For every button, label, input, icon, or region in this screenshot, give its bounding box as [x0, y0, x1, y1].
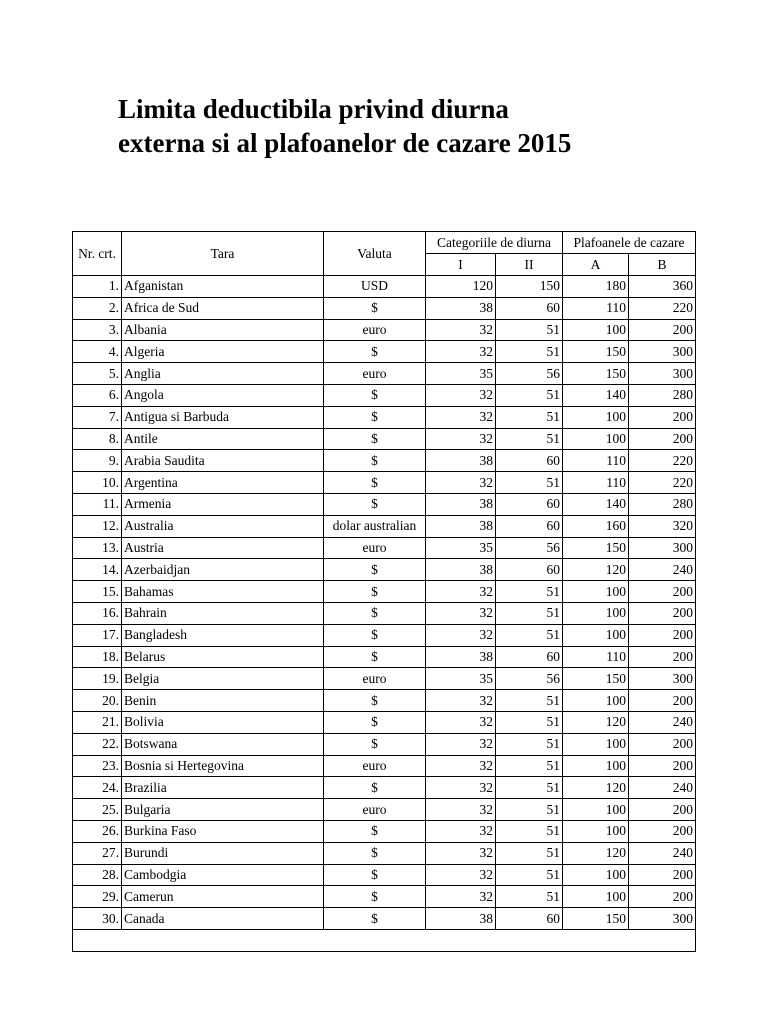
cell-nr: 17.	[73, 624, 122, 646]
cell-plaf-b: 200	[629, 319, 696, 341]
cell-tara: Botswana	[122, 733, 324, 755]
cell-plaf-a: 180	[563, 276, 629, 298]
cell-cat-ii: 60	[496, 646, 563, 668]
cell-tara: Bulgaria	[122, 799, 324, 821]
cell-plaf-a: 150	[563, 537, 629, 559]
cell-nr: 27.	[73, 842, 122, 864]
spacer-cell	[73, 929, 122, 951]
cell-cat-i: 32	[426, 733, 496, 755]
cell-tara: Benin	[122, 690, 324, 712]
cell-cat-i: 32	[426, 842, 496, 864]
cell-plaf-a: 110	[563, 297, 629, 319]
cell-cat-ii: 51	[496, 341, 563, 363]
cell-cat-ii: 51	[496, 777, 563, 799]
cell-cat-ii: 60	[496, 515, 563, 537]
table-row	[73, 276, 696, 298]
cell-plaf-b: 220	[629, 450, 696, 472]
table-row	[73, 799, 696, 821]
cell-tara: Belgia	[122, 668, 324, 690]
table-row	[73, 624, 696, 646]
cell-plaf-a: 150	[563, 363, 629, 385]
cell-plaf-a: 120	[563, 711, 629, 733]
cell-cat-ii: 60	[496, 908, 563, 930]
cell-nr: 26.	[73, 820, 122, 842]
cell-valuta: $	[324, 406, 426, 428]
cell-cat-ii: 51	[496, 690, 563, 712]
header-cat-ii: II	[496, 254, 563, 276]
cell-cat-ii: 51	[496, 384, 563, 406]
cell-cat-ii: 51	[496, 864, 563, 886]
cell-nr: 4.	[73, 341, 122, 363]
cell-tara: Australia	[122, 515, 324, 537]
cell-cat-ii: 56	[496, 537, 563, 559]
cell-nr: 25.	[73, 799, 122, 821]
cell-valuta: $	[324, 908, 426, 930]
table-row	[73, 581, 696, 603]
cell-valuta: euro	[324, 537, 426, 559]
cell-valuta: $	[324, 559, 426, 581]
table-row	[73, 711, 696, 733]
cell-nr: 19.	[73, 668, 122, 690]
cell-tara: Anglia	[122, 363, 324, 385]
cell-plaf-a: 120	[563, 777, 629, 799]
table-row	[73, 450, 696, 472]
table-row	[73, 493, 696, 515]
cell-valuta: $	[324, 820, 426, 842]
cell-tara: Argentina	[122, 472, 324, 494]
cell-cat-i: 38	[426, 493, 496, 515]
cell-nr: 9.	[73, 450, 122, 472]
header-cat-i: I	[426, 254, 496, 276]
table-row	[73, 820, 696, 842]
cell-cat-ii: 56	[496, 363, 563, 385]
table-row	[73, 537, 696, 559]
cell-cat-i: 32	[426, 384, 496, 406]
table-row	[73, 297, 696, 319]
table-spacer-row	[73, 929, 696, 951]
cell-cat-i: 38	[426, 908, 496, 930]
cell-plaf-b: 200	[629, 755, 696, 777]
cell-plaf-a: 100	[563, 581, 629, 603]
cell-plaf-b: 300	[629, 341, 696, 363]
cell-cat-i: 32	[426, 319, 496, 341]
cell-cat-i: 35	[426, 668, 496, 690]
cell-valuta: $	[324, 428, 426, 450]
cell-cat-i: 32	[426, 428, 496, 450]
cell-plaf-a: 120	[563, 842, 629, 864]
table-row	[73, 886, 696, 908]
header-tara: Tara	[122, 232, 324, 276]
cell-plaf-a: 110	[563, 646, 629, 668]
cell-cat-i: 32	[426, 406, 496, 428]
title-line-1: Limita deductibila privind diurna	[118, 94, 509, 124]
cell-plaf-a: 120	[563, 559, 629, 581]
cell-cat-ii: 51	[496, 428, 563, 450]
cell-valuta: $	[324, 646, 426, 668]
cell-valuta: $	[324, 690, 426, 712]
cell-valuta: $	[324, 886, 426, 908]
cell-cat-ii: 51	[496, 472, 563, 494]
cell-cat-ii: 51	[496, 406, 563, 428]
header-plafoane: Plafoanele de cazare	[563, 232, 696, 254]
cell-plaf-a: 100	[563, 602, 629, 624]
cell-valuta: dolar australian	[324, 515, 426, 537]
cell-plaf-a: 110	[563, 472, 629, 494]
table-row	[73, 755, 696, 777]
cell-cat-i: 32	[426, 777, 496, 799]
cell-nr: 7.	[73, 406, 122, 428]
cell-cat-i: 32	[426, 472, 496, 494]
spacer-cell	[122, 929, 324, 951]
cell-plaf-a: 100	[563, 624, 629, 646]
cell-plaf-b: 200	[629, 406, 696, 428]
spacer-cell	[324, 929, 426, 951]
table-row	[73, 341, 696, 363]
cell-valuta: euro	[324, 319, 426, 341]
cell-valuta: $	[324, 472, 426, 494]
table-row	[73, 384, 696, 406]
cell-cat-i: 32	[426, 820, 496, 842]
cell-plaf-a: 100	[563, 864, 629, 886]
cell-valuta: euro	[324, 799, 426, 821]
table-row	[73, 908, 696, 930]
cell-plaf-b: 240	[629, 559, 696, 581]
cell-cat-i: 32	[426, 799, 496, 821]
cell-cat-ii: 51	[496, 624, 563, 646]
header-plaf-a: A	[563, 254, 629, 276]
cell-cat-ii: 51	[496, 820, 563, 842]
cell-tara: Africa de Sud	[122, 297, 324, 319]
cell-tara: Burundi	[122, 842, 324, 864]
cell-cat-i: 32	[426, 886, 496, 908]
table-row	[73, 646, 696, 668]
cell-nr: 6.	[73, 384, 122, 406]
cell-plaf-a: 100	[563, 886, 629, 908]
cell-plaf-a: 150	[563, 908, 629, 930]
cell-plaf-b: 200	[629, 581, 696, 603]
cell-tara: Bangladesh	[122, 624, 324, 646]
cell-plaf-b: 240	[629, 711, 696, 733]
cell-plaf-a: 140	[563, 493, 629, 515]
table-row	[73, 777, 696, 799]
cell-nr: 29.	[73, 886, 122, 908]
cell-plaf-b: 200	[629, 624, 696, 646]
cell-cat-i: 32	[426, 581, 496, 603]
cell-cat-ii: 60	[496, 493, 563, 515]
cell-cat-ii: 51	[496, 886, 563, 908]
cell-cat-ii: 51	[496, 319, 563, 341]
cell-tara: Bahrain	[122, 602, 324, 624]
cell-cat-i: 32	[426, 341, 496, 363]
cell-plaf-a: 100	[563, 319, 629, 341]
table-row	[73, 319, 696, 341]
diurna-table	[72, 231, 696, 952]
cell-cat-i: 32	[426, 602, 496, 624]
cell-valuta: $	[324, 864, 426, 886]
cell-valuta: $	[324, 711, 426, 733]
header-valuta: Valuta	[324, 232, 426, 276]
cell-plaf-a: 150	[563, 668, 629, 690]
cell-valuta: $	[324, 450, 426, 472]
cell-nr: 21.	[73, 711, 122, 733]
table-row	[73, 690, 696, 712]
cell-plaf-a: 150	[563, 341, 629, 363]
cell-cat-i: 35	[426, 537, 496, 559]
cell-valuta: $	[324, 341, 426, 363]
cell-plaf-b: 200	[629, 864, 696, 886]
cell-plaf-b: 240	[629, 842, 696, 864]
cell-plaf-b: 200	[629, 799, 696, 821]
table-row	[73, 515, 696, 537]
table-body	[73, 276, 696, 952]
cell-valuta: USD	[324, 276, 426, 298]
header-nr: Nr. crt.	[73, 232, 122, 276]
table-row	[73, 559, 696, 581]
cell-plaf-b: 200	[629, 820, 696, 842]
cell-plaf-b: 300	[629, 537, 696, 559]
cell-tara: Burkina Faso	[122, 820, 324, 842]
cell-plaf-b: 280	[629, 384, 696, 406]
cell-cat-ii: 51	[496, 799, 563, 821]
cell-cat-i: 38	[426, 559, 496, 581]
header-categorii: Categoriile de diurna	[426, 232, 563, 254]
cell-valuta: $	[324, 624, 426, 646]
cell-cat-i: 38	[426, 646, 496, 668]
cell-nr: 18.	[73, 646, 122, 668]
cell-nr: 14.	[73, 559, 122, 581]
cell-tara: Belarus	[122, 646, 324, 668]
cell-nr: 1.	[73, 276, 122, 298]
cell-cat-ii: 56	[496, 668, 563, 690]
cell-valuta: euro	[324, 668, 426, 690]
cell-valuta: $	[324, 297, 426, 319]
cell-plaf-b: 220	[629, 472, 696, 494]
cell-nr: 22.	[73, 733, 122, 755]
cell-plaf-a: 100	[563, 799, 629, 821]
cell-cat-ii: 150	[496, 276, 563, 298]
spacer-cell	[426, 929, 496, 951]
cell-cat-ii: 60	[496, 559, 563, 581]
cell-nr: 5.	[73, 363, 122, 385]
cell-plaf-b: 200	[629, 646, 696, 668]
cell-cat-i: 32	[426, 755, 496, 777]
cell-cat-ii: 60	[496, 450, 563, 472]
cell-cat-ii: 51	[496, 602, 563, 624]
cell-cat-i: 38	[426, 450, 496, 472]
cell-valuta: $	[324, 493, 426, 515]
cell-nr: 3.	[73, 319, 122, 341]
cell-plaf-b: 300	[629, 363, 696, 385]
cell-tara: Bosnia si Hertegovina	[122, 755, 324, 777]
cell-plaf-b: 200	[629, 602, 696, 624]
cell-plaf-a: 140	[563, 384, 629, 406]
cell-valuta: $	[324, 581, 426, 603]
cell-cat-ii: 60	[496, 297, 563, 319]
cell-cat-ii: 51	[496, 711, 563, 733]
cell-plaf-b: 200	[629, 886, 696, 908]
cell-tara: Arabia Saudita	[122, 450, 324, 472]
cell-plaf-a: 100	[563, 428, 629, 450]
cell-tara: Afganistan	[122, 276, 324, 298]
header-row-1	[73, 232, 696, 254]
cell-plaf-b: 280	[629, 493, 696, 515]
cell-plaf-b: 200	[629, 428, 696, 450]
table-row	[73, 733, 696, 755]
cell-cat-i: 32	[426, 624, 496, 646]
cell-cat-i: 32	[426, 864, 496, 886]
cell-tara: Antile	[122, 428, 324, 450]
cell-valuta: euro	[324, 755, 426, 777]
spacer-cell	[496, 929, 563, 951]
cell-tara: Algeria	[122, 341, 324, 363]
cell-cat-i: 38	[426, 297, 496, 319]
cell-cat-i: 120	[426, 276, 496, 298]
cell-plaf-b: 200	[629, 733, 696, 755]
cell-valuta: $	[324, 777, 426, 799]
cell-plaf-a: 160	[563, 515, 629, 537]
cell-plaf-b: 320	[629, 515, 696, 537]
table-row	[73, 602, 696, 624]
cell-plaf-b: 200	[629, 690, 696, 712]
page-title	[118, 92, 718, 160]
cell-cat-ii: 51	[496, 581, 563, 603]
cell-tara: Canada	[122, 908, 324, 930]
header-plaf-b: B	[629, 254, 696, 276]
cell-cat-i: 32	[426, 711, 496, 733]
cell-nr: 15.	[73, 581, 122, 603]
cell-tara: Brazilia	[122, 777, 324, 799]
cell-nr: 20.	[73, 690, 122, 712]
table-row	[73, 864, 696, 886]
cell-nr: 28.	[73, 864, 122, 886]
cell-cat-i: 38	[426, 515, 496, 537]
cell-valuta: $	[324, 602, 426, 624]
title-line-2: externa si al plafoanelor de cazare 2015	[118, 128, 572, 158]
cell-nr: 2.	[73, 297, 122, 319]
cell-valuta: $	[324, 842, 426, 864]
cell-nr: 30.	[73, 908, 122, 930]
cell-plaf-a: 110	[563, 450, 629, 472]
cell-plaf-a: 100	[563, 690, 629, 712]
cell-plaf-a: 100	[563, 733, 629, 755]
cell-tara: Armenia	[122, 493, 324, 515]
cell-nr: 24.	[73, 777, 122, 799]
cell-plaf-b: 240	[629, 777, 696, 799]
cell-cat-ii: 51	[496, 842, 563, 864]
cell-tara: Austria	[122, 537, 324, 559]
cell-nr: 10.	[73, 472, 122, 494]
cell-plaf-b: 360	[629, 276, 696, 298]
cell-nr: 11.	[73, 493, 122, 515]
cell-nr: 16.	[73, 602, 122, 624]
cell-tara: Angola	[122, 384, 324, 406]
cell-cat-i: 35	[426, 363, 496, 385]
cell-tara: Antigua si Barbuda	[122, 406, 324, 428]
cell-valuta: $	[324, 384, 426, 406]
cell-tara: Cambodgia	[122, 864, 324, 886]
cell-nr: 8.	[73, 428, 122, 450]
table-row	[73, 668, 696, 690]
cell-tara: Azerbaidjan	[122, 559, 324, 581]
table-row	[73, 472, 696, 494]
cell-plaf-a: 100	[563, 820, 629, 842]
table-row	[73, 428, 696, 450]
cell-plaf-b: 220	[629, 297, 696, 319]
cell-cat-ii: 51	[496, 755, 563, 777]
cell-tara: Bolivia	[122, 711, 324, 733]
cell-valuta: euro	[324, 363, 426, 385]
cell-nr: 23.	[73, 755, 122, 777]
table-row	[73, 406, 696, 428]
spacer-cell	[563, 929, 629, 951]
spacer-cell	[629, 929, 696, 951]
cell-tara: Bahamas	[122, 581, 324, 603]
cell-plaf-a: 100	[563, 406, 629, 428]
cell-valuta: $	[324, 733, 426, 755]
cell-cat-ii: 51	[496, 733, 563, 755]
cell-plaf-b: 300	[629, 908, 696, 930]
cell-plaf-b: 300	[629, 668, 696, 690]
cell-tara: Albania	[122, 319, 324, 341]
cell-tara: Camerun	[122, 886, 324, 908]
table-row	[73, 363, 696, 385]
cell-nr: 13.	[73, 537, 122, 559]
cell-cat-i: 32	[426, 690, 496, 712]
cell-nr: 12.	[73, 515, 122, 537]
cell-plaf-a: 100	[563, 755, 629, 777]
table-row	[73, 842, 696, 864]
